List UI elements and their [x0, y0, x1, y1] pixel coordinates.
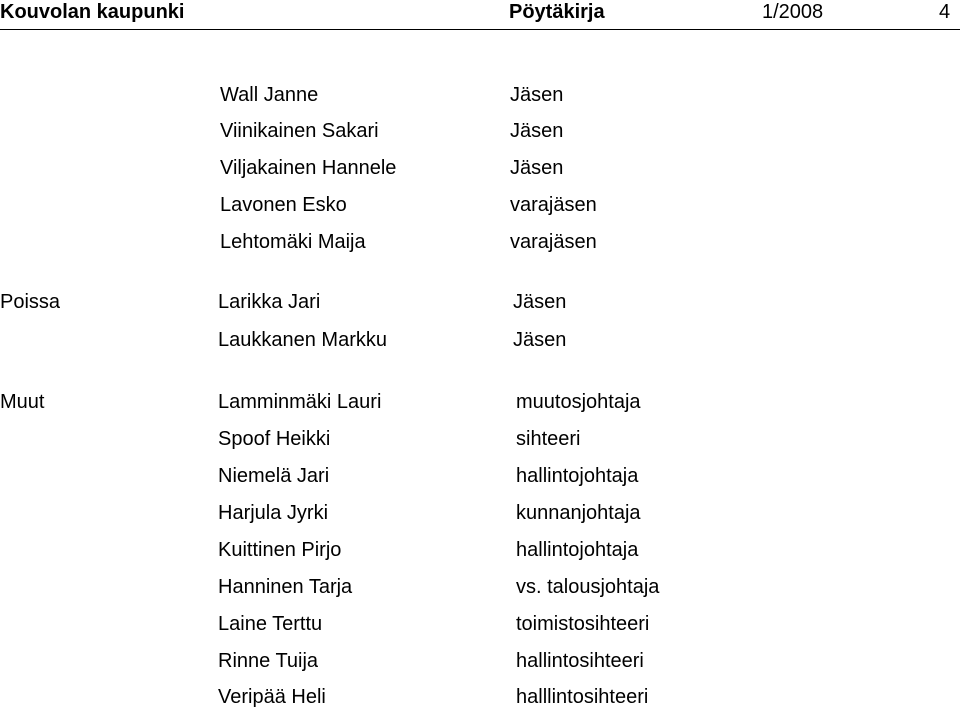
others-row — [0, 502, 960, 532]
attendee-name: Lehtomäki Maija — [220, 231, 366, 253]
others-role: muutosjohtaja — [516, 391, 641, 413]
attendee-role: Jäsen — [510, 84, 564, 106]
others-row — [0, 465, 960, 495]
absent-role: Jäsen — [513, 291, 567, 313]
others-role: kunnanjohtaja — [516, 502, 641, 524]
page-number: 4 — [939, 1, 951, 23]
others-role: hallintojohtaja — [516, 465, 639, 487]
attendee-role: Jäsen — [510, 157, 564, 179]
others-name: Hanninen Tarja — [218, 576, 353, 598]
organization-name: Kouvolan kaupunki — [0, 1, 185, 23]
attendee-row — [0, 120, 960, 150]
attendee-row — [0, 84, 960, 114]
attendee-role: varajäsen — [510, 231, 597, 253]
others-row — [0, 686, 960, 716]
absent-name: Larikka Jari — [218, 291, 321, 313]
others-name: Lamminmäki Lauri — [218, 391, 382, 413]
attendee-name: Lavonen Esko — [220, 194, 347, 216]
others-row — [0, 613, 960, 643]
attendee-row — [0, 231, 960, 261]
others-name: Laine Terttu — [218, 613, 323, 635]
others-row — [0, 650, 960, 680]
attendee-row — [0, 157, 960, 187]
attendee-row — [0, 194, 960, 224]
others-role: hallintojohtaja — [516, 539, 639, 561]
absent-name: Laukkanen Markku — [218, 329, 387, 351]
page-header — [0, 0, 960, 30]
others-name: Kuittinen Pirjo — [218, 539, 342, 561]
absent-row — [0, 329, 960, 359]
others-role: toimistosihteeri — [516, 613, 650, 635]
attendee-role: varajäsen — [510, 194, 597, 216]
document-number: 1/2008 — [762, 1, 824, 23]
attendee-name: Viinikainen Sakari — [220, 120, 379, 142]
others-row — [0, 428, 960, 458]
others-name: Veripää Heli — [218, 686, 326, 708]
others-role: halllintosihteeri — [516, 686, 649, 708]
others-role: hallintosihteeri — [516, 650, 644, 672]
header-divider — [0, 29, 960, 30]
attendee-role: Jäsen — [510, 120, 564, 142]
others-name: Spoof Heikki — [218, 428, 331, 450]
absent-role: Jäsen — [513, 329, 567, 351]
absent-row — [0, 291, 960, 321]
document-type: Pöytäkirja — [509, 1, 605, 23]
attendee-name: Wall Janne — [220, 84, 319, 106]
others-name: Niemelä Jari — [218, 465, 330, 487]
others-role: vs. talousjohtaja — [516, 576, 660, 598]
section-label-absent: Poissa — [0, 291, 61, 313]
others-name: Harjula Jyrki — [218, 502, 329, 524]
attendee-name: Viljakainen Hannele — [220, 157, 397, 179]
others-name: Rinne Tuija — [218, 650, 319, 672]
others-row — [0, 391, 960, 421]
others-row — [0, 539, 960, 569]
section-label-others: Muut — [0, 391, 45, 413]
others-role: sihteeri — [516, 428, 581, 450]
others-row — [0, 576, 960, 606]
